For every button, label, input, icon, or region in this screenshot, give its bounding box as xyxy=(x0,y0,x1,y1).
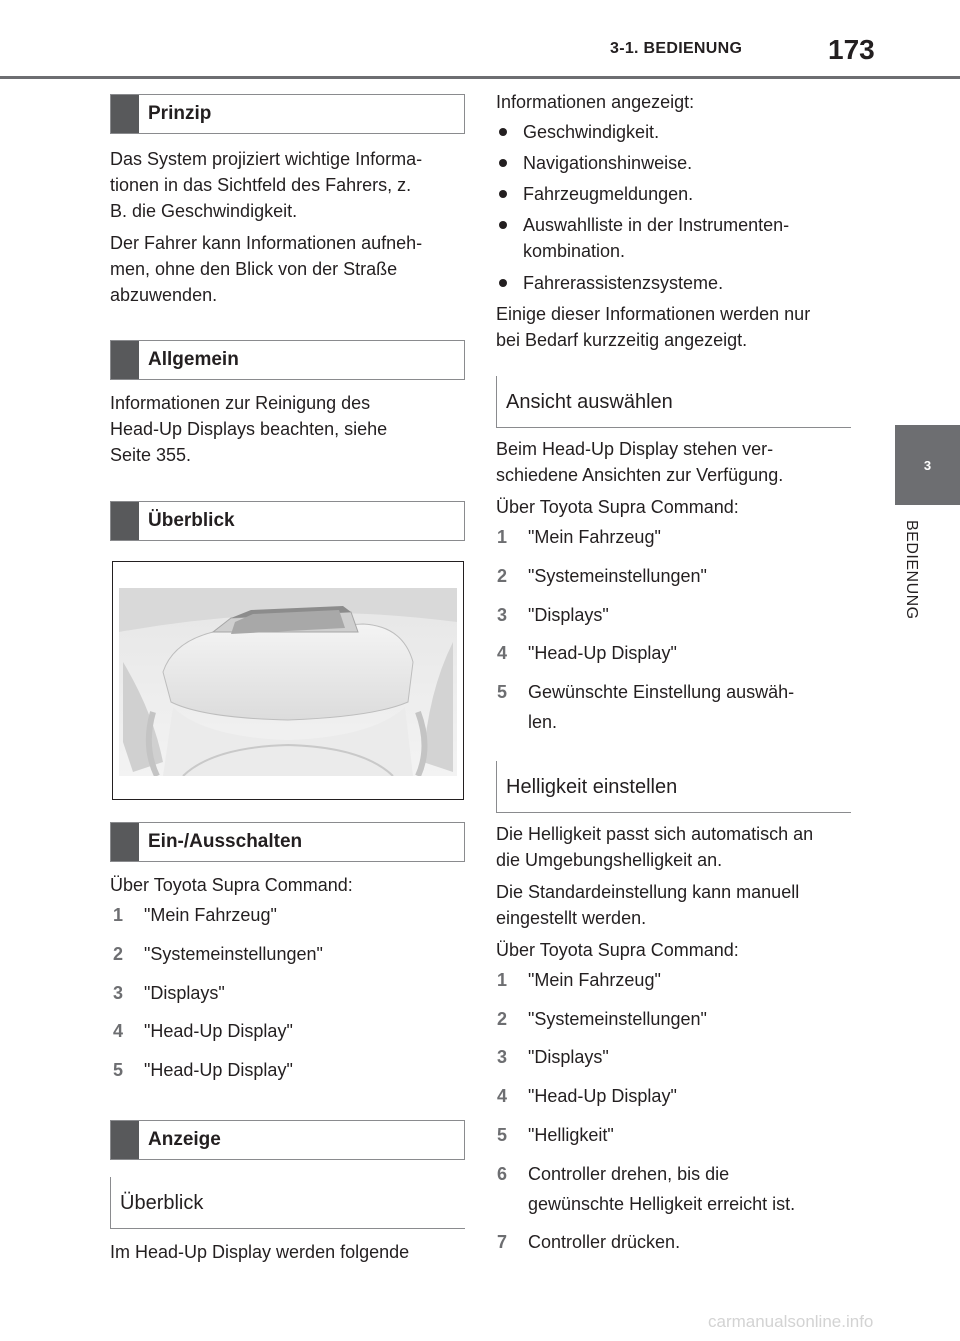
section-ueberblick xyxy=(110,501,465,541)
section-anzeige xyxy=(110,1120,465,1160)
section-bar xyxy=(111,341,139,379)
section-title: Ein-/Ausschalten xyxy=(148,831,303,852)
ansicht-paragraph: Beim Head-Up Display stehen ver- schiedene Ansichten zur Verfügung. xyxy=(496,439,784,485)
section-title: Anzeige xyxy=(148,1129,221,1150)
einaus-intro: Über Toyota Supra Command: xyxy=(110,875,353,895)
bullet-dot xyxy=(499,159,507,167)
ansicht-intro: Über Toyota Supra Command: xyxy=(496,497,739,517)
section-bar xyxy=(111,823,139,861)
bullet-dot xyxy=(499,279,507,287)
prinzip-paragraph-2: Der Fahrer kann Informationen aufneh- men, ohne den Blick von der Straße abzuwenden. xyxy=(110,233,423,305)
helligkeit-intro: Über Toyota Supra Command: xyxy=(496,940,739,960)
anzeige-paragraph: Im Head-Up Display werden folgende xyxy=(110,1242,410,1262)
subsection-ansicht: Ansicht auswählen xyxy=(496,376,851,428)
helligkeit-paragraph-2: Die Standardeinstellung kann manuell eingestellt werden. xyxy=(496,882,800,928)
prinzip-paragraph-1: Das System projiziert wichtige Informa- tionen in das Sichtfeld des Fahrers, z. B. die Geschwindigkeit. xyxy=(110,149,423,221)
section-bar xyxy=(111,1121,139,1159)
section-bar xyxy=(111,95,139,133)
watermark: carmanualsonline.info xyxy=(708,1312,874,1331)
header-rule xyxy=(0,76,960,79)
bullet-dot xyxy=(499,190,507,198)
chapter-tab-number: 3 xyxy=(923,457,932,473)
bullet-dot xyxy=(499,128,507,136)
head-up-display-illustration xyxy=(112,561,464,800)
section-title: Allgemein xyxy=(148,349,239,370)
section-bar xyxy=(111,502,139,540)
helligkeit-paragraph-1: Die Helligkeit passt sich automatisch an die Umgebungshelligkeit an. xyxy=(496,824,814,870)
chapter-tab-label: BEDIENUNG xyxy=(903,520,920,620)
section-title: Prinzip xyxy=(148,103,212,124)
section-prinzip xyxy=(110,94,465,134)
subsection-ueberblick: Überblick xyxy=(110,1177,465,1229)
section-ein-ausschalten xyxy=(110,822,465,862)
section-title: Überblick xyxy=(148,510,235,531)
section-allgemein xyxy=(110,340,465,380)
subsection-helligkeit: Helligkeit einstellen xyxy=(496,761,851,813)
page-number: 173 xyxy=(828,34,875,65)
right-paragraph: Einige dieser Informationen werden nur bei Bedarf kurzzeitig angezeigt. xyxy=(496,304,811,350)
right-intro: Informationen angezeigt: xyxy=(496,92,695,112)
chapter-tab[interactable] xyxy=(895,425,960,505)
dashboard-drawing xyxy=(113,562,463,799)
bullet-dot xyxy=(499,221,507,229)
allgemein-paragraph: Informationen zur Reinigung des Head-Up Displays beachten, siehe Seite 355. xyxy=(110,393,388,465)
chapter-title: 3-1. BEDIENUNG xyxy=(610,40,743,57)
